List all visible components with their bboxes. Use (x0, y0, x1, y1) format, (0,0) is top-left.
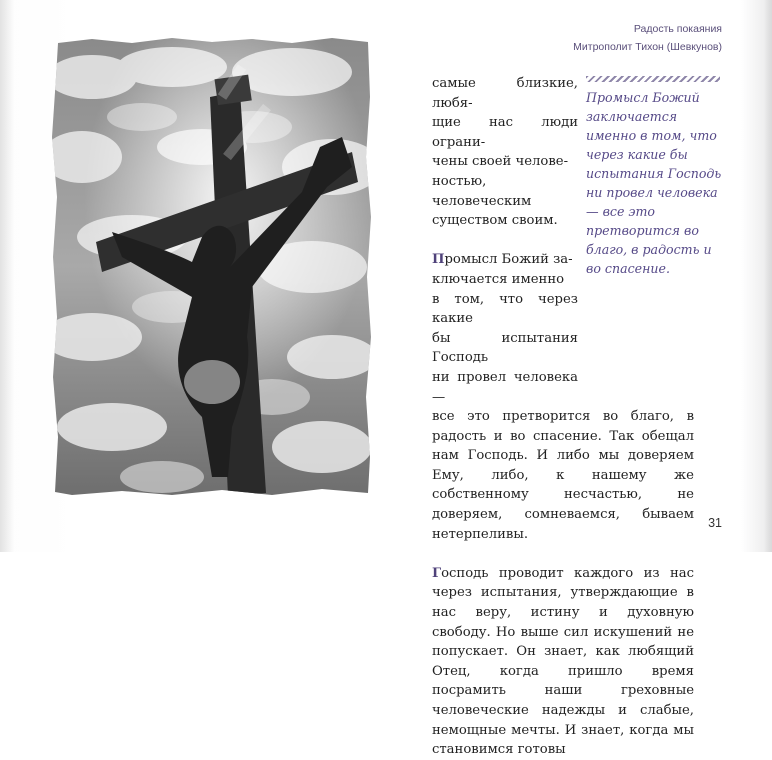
text-line: самые близкие, любя- (432, 76, 578, 111)
paragraph-1 (432, 74, 578, 231)
drop-cap: П (432, 252, 445, 268)
drop-cap: Г (432, 565, 442, 581)
spine-shadow (0, 0, 14, 552)
header-author: Митрополит Тихон (Шевкунов) (573, 41, 722, 53)
text-line: существом своим. (432, 213, 558, 229)
pull-quote-rule (586, 76, 720, 82)
page-number: 31 (708, 516, 722, 530)
text-line: бы испытания Господь (432, 330, 578, 366)
paragraph-2-narrow (432, 250, 578, 407)
text-line (432, 250, 578, 270)
crucifix-photo (52, 37, 372, 496)
paragraph-3 (432, 564, 694, 760)
text-line: в том, что через какие (432, 291, 578, 327)
header-title: Радость покаяния (633, 23, 722, 35)
pull-quote-text: Промысл Божий заключается именно в том, что через какие бы испытания Господь ни провел человека — все это претворится во благо, в радость и во спасение. (586, 90, 722, 276)
text-line: ни провел человека — (432, 369, 578, 405)
pull-quote (586, 76, 726, 278)
running-header (573, 20, 722, 56)
text-line: чены своей челове- (432, 154, 569, 170)
text-line-rest: ромысл Божий за- (444, 252, 573, 268)
paragraph-3-text: осподь проводит каждого из нас через испытания, утверждающие в нас веру, истину и духовную свободу. Но выше сил искушений не попускает. Он знает, как любящий Отец, когда пришло время посрамить наши греховные человеческие надежды и слабые, немощные мечты. И знает, когда мы становимся готовы (432, 565, 694, 758)
crucifix-image (52, 37, 372, 496)
page-edge (764, 0, 772, 552)
text-line: ключается именно (432, 271, 565, 287)
paragraph-2-wide: все это претворится во благо, в радость и во спасение. Так обещал нам Господь. И либо мы доверяем Ему, либо, к нашему же собственному несчастью, не доверяем, сомневаемся, бываем нетерпеливы. (432, 409, 694, 542)
text-line: ностью, человеческим (432, 173, 532, 209)
text-line: щие нас люди ограни- (432, 115, 578, 150)
